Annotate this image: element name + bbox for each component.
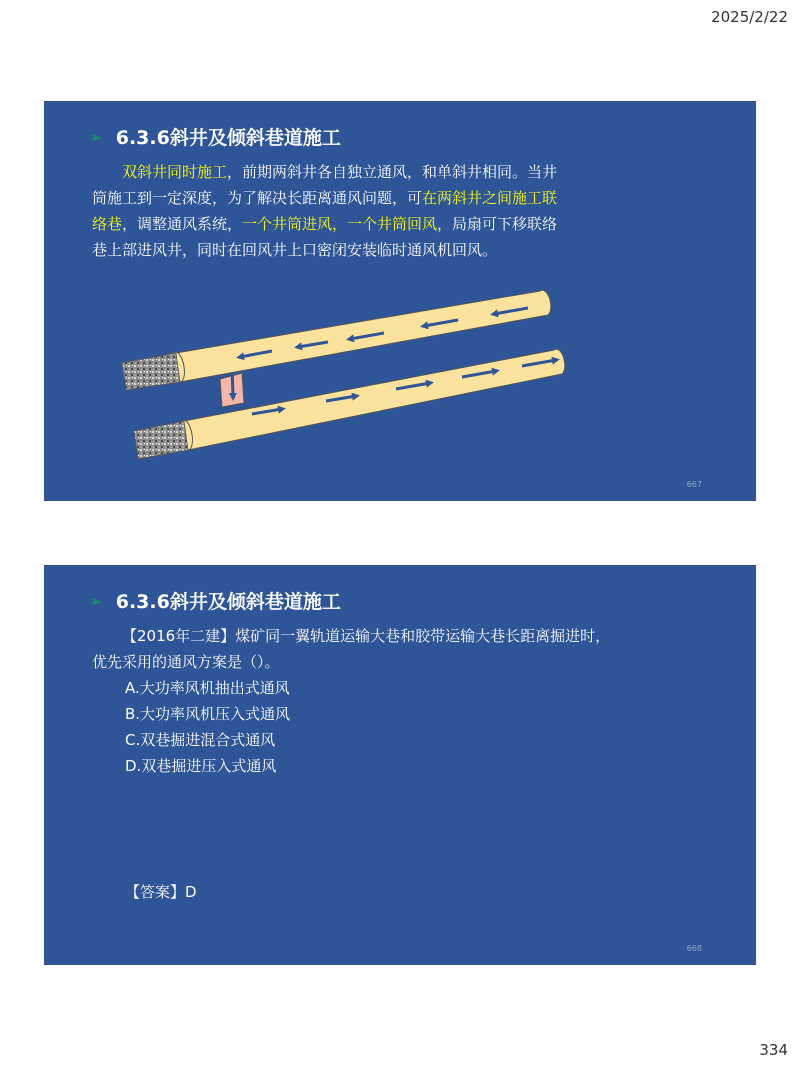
slide-title	[90, 587, 341, 614]
question-block	[92, 623, 612, 779]
slide-number: 668	[686, 944, 702, 953]
paragraph-text-4: ，调整通风系统，	[122, 215, 243, 233]
highlight-text-1: 双斜井同时施工	[122, 163, 228, 181]
page-number: 334	[759, 1041, 788, 1059]
slide-668	[44, 565, 756, 965]
paragraph-text-2: ，前期两斜井各自独立通风，和单斜井相同。当井筒施工到一定深度，为了解决长距离通风问题，可	[92, 163, 558, 207]
question-text	[92, 623, 612, 675]
bullet-arrow-icon: ➢	[90, 594, 102, 610]
highlight-text-5: 一个井筒进风，一个井筒回风	[242, 215, 438, 233]
option-c: C.双巷掘进混合式通风	[125, 731, 276, 749]
slide-667	[44, 101, 756, 501]
paragraph-text-6: ，局扇可下移联络巷上部进风井，同时在回风井上口密闭安装临时通风机回风。	[92, 215, 558, 259]
slide-title-text: 6.3.6斜井及倾斜巷道施工	[115, 127, 341, 149]
option-b: B.大功率风机压入式通风	[125, 705, 291, 723]
slide-number: 667	[686, 480, 702, 489]
answer-text: 【答案】D	[125, 883, 197, 901]
option-a: A.大功率风机抽出式通风	[125, 679, 290, 697]
bullet-arrow-icon: ➢	[90, 130, 102, 146]
option-d: D.双巷掘进压入式通风	[125, 757, 277, 775]
inclined-shaft-diagram	[44, 101, 756, 501]
page-date: 2025/2/22	[711, 8, 788, 26]
slide-title-text: 6.3.6斜井及倾斜巷道施工	[115, 591, 341, 613]
question-stem: 【2016年二建】煤矿同一翼轨道运输大巷和胶带运输大巷长距离掘进时，优先采用的通风方案是（）。	[92, 627, 611, 671]
highlight-text-3: 在两斜井之间施工联络巷	[92, 189, 558, 233]
